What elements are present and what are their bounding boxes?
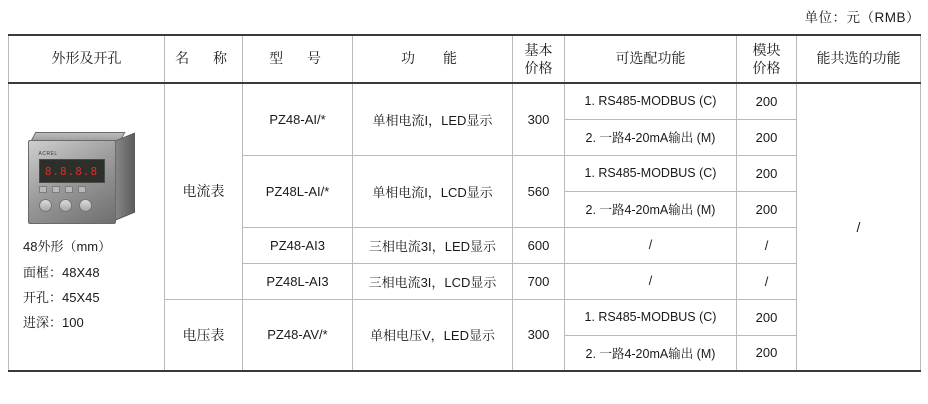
header-outline: 外形及开孔	[9, 35, 165, 83]
model-cell: PZ48-AV/*	[243, 299, 353, 371]
meter-display-value: 8.8.8.8	[44, 164, 99, 178]
module-price-cell: /	[737, 263, 797, 299]
dimension-line: 面框：48X48	[23, 264, 100, 280]
base-price-cell: 700	[513, 263, 565, 299]
dimension-line: 48外形（mm）	[23, 239, 112, 255]
module-price-cell: 200	[737, 335, 797, 371]
optional-function-cell: /	[565, 227, 737, 263]
optional-function-cell: 1. RS485-MODBUS (C)	[565, 83, 737, 119]
header-model: 型 号	[243, 35, 353, 83]
header-base-price	[513, 35, 565, 83]
header-shared-functions: 能共选的功能	[797, 35, 921, 83]
outline-drawing-cell	[9, 83, 165, 371]
meter-brand-label: ACREL	[38, 151, 58, 158]
header-name: 名 称	[165, 35, 243, 83]
meter-device-image	[28, 132, 146, 224]
module-price-cell: 200	[737, 119, 797, 155]
header-optional-functions: 可选配功能	[565, 35, 737, 83]
module-price-cell: 200	[737, 83, 797, 119]
base-price-cell: 560	[513, 155, 565, 227]
group-name-voltage-meter: 电压表	[165, 299, 243, 371]
optional-function-cell: 2. 一路4-20mA输出 (M)	[565, 119, 737, 155]
meter-display-screen	[39, 159, 105, 183]
table-body	[9, 83, 921, 371]
optional-function-cell: 1. RS485-MODBUS (C)	[565, 155, 737, 191]
module-price-cell: 200	[737, 155, 797, 191]
header-base-price-line1: 基本	[524, 41, 553, 58]
table-header	[9, 35, 921, 83]
module-price-cell: /	[737, 227, 797, 263]
group-name-current-meter: 电流表	[165, 83, 243, 299]
dimension-line: 进深：100	[23, 315, 84, 331]
shared-function-cell: /	[797, 83, 921, 371]
meter-indicator-leds	[39, 185, 103, 193]
model-cell: PZ48-AI/*	[243, 83, 353, 155]
base-price-cell: 600	[513, 227, 565, 263]
function-cell: 单相电流I，LED显示	[353, 83, 513, 155]
header-function: 功 能	[353, 35, 513, 83]
meter-buttons	[39, 199, 103, 212]
optional-function-cell: /	[565, 263, 737, 299]
module-price-cell: 200	[737, 191, 797, 227]
header-module-price	[737, 35, 797, 83]
header-row	[9, 35, 921, 83]
dimension-line: 开孔：45X45	[23, 290, 100, 305]
optional-function-cell: 1. RS485-MODBUS (C)	[565, 299, 737, 335]
function-cell: 三相电流3I，LED显示	[353, 227, 513, 263]
optional-function-cell: 2. 一路4-20mA输出 (M)	[565, 191, 737, 227]
header-module-price-line1: 模块	[752, 41, 781, 58]
function-cell: 三相电流3I，LCD显示	[353, 263, 513, 299]
base-price-cell: 300	[513, 83, 565, 155]
model-cell: PZ48L-AI3	[243, 263, 353, 299]
header-module-price-line2: 价格	[752, 60, 781, 76]
optional-function-cell: 2. 一路4-20mA输出 (M)	[565, 335, 737, 371]
model-cell: PZ48-AI3	[243, 227, 353, 263]
table-row	[9, 83, 921, 119]
header-base-price-line2: 价格	[524, 60, 553, 76]
specification-table	[8, 34, 921, 372]
model-cell: PZ48L-AI/*	[243, 155, 353, 227]
meter-front-face	[28, 140, 116, 224]
function-cell: 单相电压V，LED显示	[353, 299, 513, 371]
base-price-cell: 300	[513, 299, 565, 371]
meter-side-face	[113, 133, 135, 222]
function-cell: 单相电流I，LCD显示	[353, 155, 513, 227]
unit-note: 单位：元（RMB）	[804, 10, 920, 25]
module-price-cell: 200	[737, 299, 797, 335]
outline-dimensions	[9, 234, 164, 335]
